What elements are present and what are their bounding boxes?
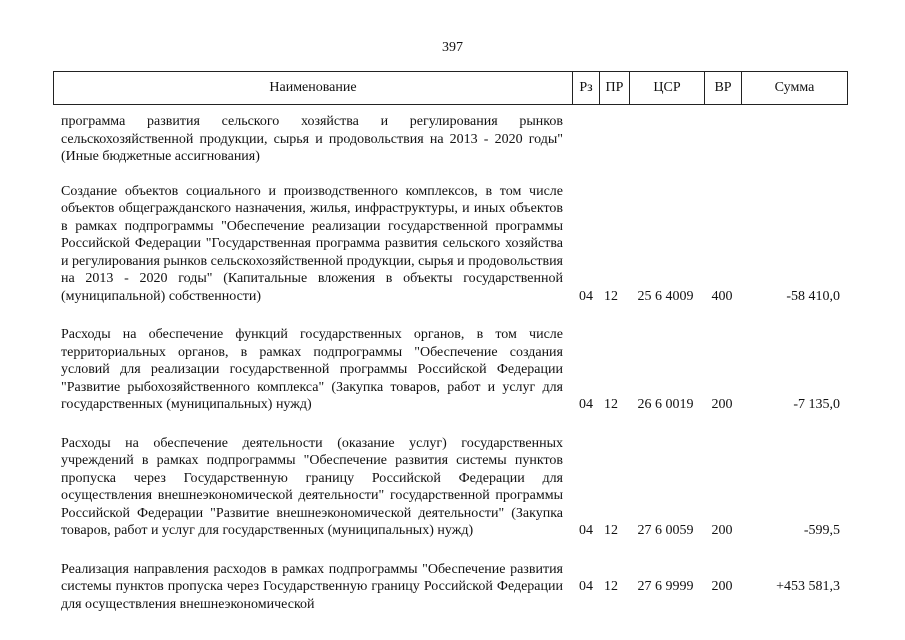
row-pr: 12 <box>604 288 618 304</box>
table-body <box>0 113 905 634</box>
row-rz: 04 <box>579 397 593 412</box>
table-row <box>0 561 905 614</box>
table-row <box>0 113 905 166</box>
row-vr: 200 <box>711 523 733 538</box>
row-codes <box>563 522 840 540</box>
page-number: 397 <box>442 40 463 55</box>
header-vr: ВР <box>704 72 741 104</box>
header-sum: Сумма <box>741 72 847 104</box>
row-name: Создание объектов социального и производственного комплексов, в том числе объектов общегражданского назначения, жилья, инфраструктуры, и иных объектов в рамках подпрограммы "Обеспечение реализации государственной программы Российской Федерации "Государственная программа развития сельского хозяйства и регулирования рынков сельскохозяйственной продукции, сырья и продовольствия на 2013 - 2020 годы" (Капитальные вложения в объекты государственной (муниципальной) собственности) <box>61 183 563 304</box>
row-csr: 27 6 0059 <box>637 523 694 538</box>
row-name: программа развития сельского хозяйства и регулирования рынков сельскохозяйственной продукции, сырья и продовольствия на 2013 - 2020 годы" (Иные бюджетные ассигнования) <box>61 114 563 164</box>
row-codes <box>563 578 840 596</box>
row-vr: 400 <box>711 288 733 304</box>
row-codes <box>563 288 840 306</box>
row-name: Расходы на обеспечение функций государственных органов, в том числе территориальных органов, в рамках подпрограммы "Обеспечение создания условий для реализации государственной программы Российской Федерации "Развитие рыбохозяйственного комплекса" (Закупка товаров, работ и услуг для государственных (муниципальных) нужд) <box>61 327 563 412</box>
row-sum: -7 135,0 <box>793 397 840 412</box>
header-name: Наименование <box>269 80 357 95</box>
row-sum: -58 410,0 <box>786 288 840 304</box>
row-csr: 27 6 9999 <box>637 579 694 594</box>
table-row <box>0 183 905 306</box>
row-vr: 200 <box>711 397 733 412</box>
header-rz: Рз <box>572 72 599 104</box>
row-csr: 26 6 0019 <box>637 397 694 412</box>
row-pr: 12 <box>604 397 618 412</box>
row-pr: 12 <box>604 579 618 594</box>
row-rz: 04 <box>579 288 593 304</box>
row-rz: 04 <box>579 579 593 594</box>
row-codes <box>563 396 840 414</box>
table-row <box>0 326 905 414</box>
row-sum: -599,5 <box>803 523 840 538</box>
row-rz: 04 <box>579 523 593 538</box>
row-name: Реализация направления расходов в рамках подпрограммы "Обеспечение развития системы пунктов пропуска через Государственную границу Российской Федерации для осуществления внешнеэкономической <box>61 561 563 612</box>
table-row <box>0 435 905 540</box>
row-csr: 25 6 4009 <box>637 288 694 304</box>
table-header <box>53 71 848 105</box>
row-pr: 12 <box>604 523 618 538</box>
row-sum: +453 581,3 <box>776 579 840 594</box>
row-name: Расходы на обеспечение деятельности (оказание услуг) государственных учреждений в рамках подпрограммы "Обеспечение развития системы пунктов пропуска через Государственную границу Российской Федерации для осуществления внешнеэкономической деятельности" государственной программы Российской Федерации "Развитие внешнеэкономической деятельности" (Закупка товаров, работ и услуг для государственных (муниципальных) нужд) <box>61 435 563 538</box>
header-csr: ЦСР <box>629 72 704 104</box>
row-vr: 200 <box>711 579 733 594</box>
header-pr: ПР <box>599 72 629 104</box>
